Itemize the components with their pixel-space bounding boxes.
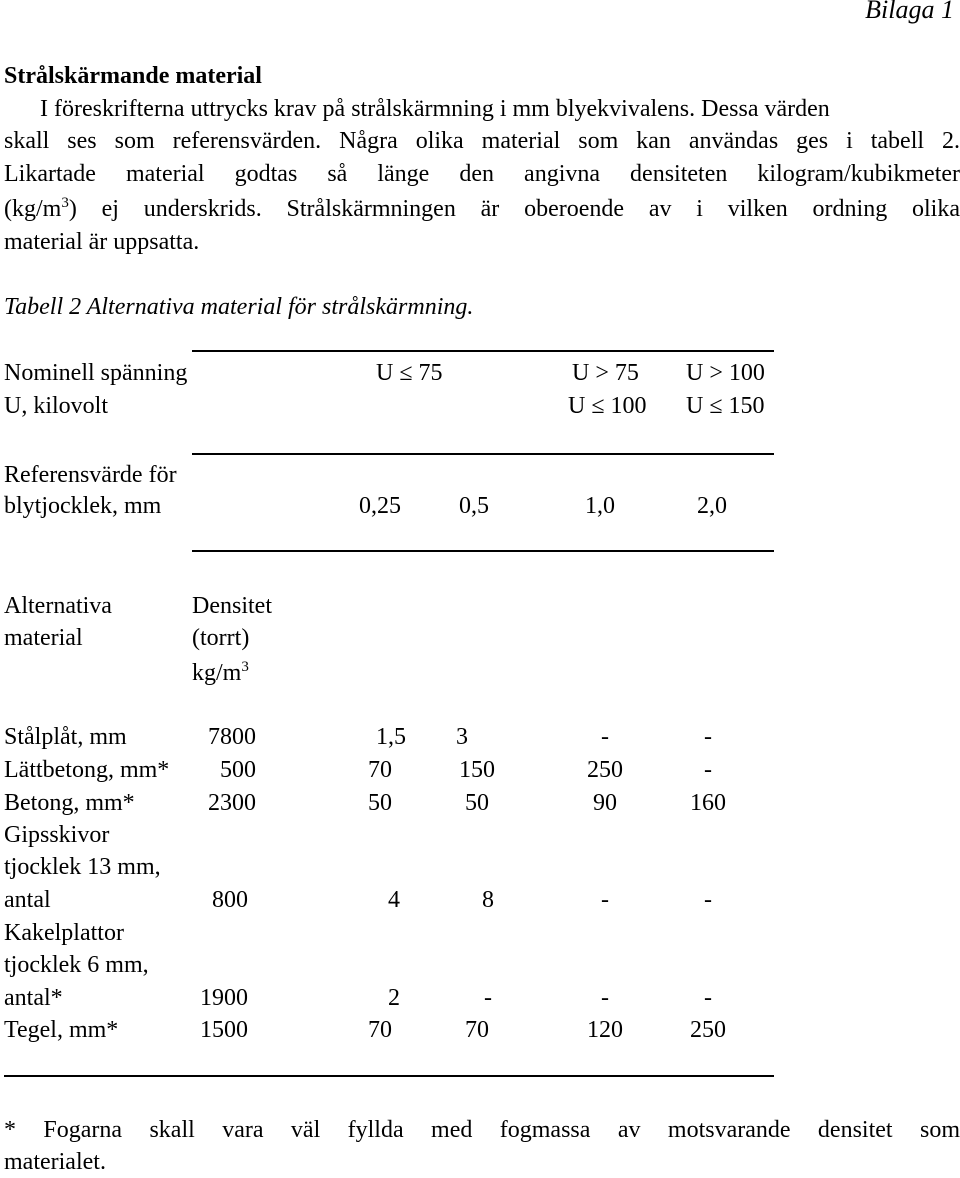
material-header: Alternativa: [4, 593, 112, 619]
density-value: 500: [220, 757, 256, 783]
table-caption: Tabell 2 Alternativa material för strålskärmning.: [4, 294, 474, 320]
thickness-value: 50: [465, 790, 489, 816]
thickness-value: -: [601, 985, 609, 1011]
table-rule: [192, 453, 774, 455]
thickness-value: 70: [368, 757, 392, 783]
thickness-value: 2: [388, 985, 400, 1011]
thickness-value: -: [704, 724, 712, 750]
paragraph-line: I föreskrifterna uttrycks krav på strålskärmning i mm blyekvivalens. Dessa värden: [40, 96, 830, 122]
density-header-2: (torrt): [192, 625, 250, 651]
thickness-value: -: [601, 724, 609, 750]
voltage-label: Nominell spänning: [4, 360, 188, 386]
paragraph-line: $(kg/m^3)$ ej underskrids. Strålskärmningen är oberoende av i vilken ordning olika: [4, 195, 960, 222]
material-name: Lättbetong, mm*: [4, 757, 170, 783]
table-rule: [4, 1075, 774, 1077]
density-value: 1500: [200, 1017, 248, 1043]
table-rule: [192, 350, 774, 352]
reference-unit-label: blytjocklek, mm: [4, 493, 162, 519]
thickness-value: 160: [690, 790, 726, 816]
density-unit: $kg/m^3$: [192, 659, 249, 686]
voltage-col-3-max: U ≤ 150: [686, 393, 765, 419]
thickness-value: 70: [465, 1017, 489, 1043]
reference-value: 1,0: [585, 493, 615, 519]
density-value: 1900: [200, 985, 248, 1011]
material-name: Kakelplattor: [4, 920, 124, 946]
voltage-col-2-min: U > 75: [572, 360, 639, 386]
thickness-value: 4: [388, 887, 400, 913]
thickness-value: 250: [690, 1017, 726, 1043]
thickness-value: 150: [459, 757, 495, 783]
density-value: 2300: [208, 790, 256, 816]
density-value: 7800: [208, 724, 256, 750]
footnote: * Fogarna skall vara väl fyllda med fogmassa av motsvarande densitet som: [4, 1117, 960, 1143]
material-name: tjocklek 6 mm,: [4, 952, 149, 978]
paragraph-line: skall ses som referensvärden. Några olika material som kan användas ges i tabell 2.: [4, 128, 960, 154]
reference-value: 0,5: [459, 493, 489, 519]
thickness-value: 120: [587, 1017, 623, 1043]
thickness-value: 8: [482, 887, 494, 913]
reference-label: Referensvärde för: [4, 462, 177, 488]
material-name: antal*: [4, 985, 63, 1011]
density-header: Densitet: [192, 593, 272, 619]
reference-value: 0,25: [359, 493, 401, 519]
thickness-value: 50: [368, 790, 392, 816]
voltage-unit-label: U, kilovolt: [4, 393, 109, 419]
reference-value: 2,0: [697, 493, 727, 519]
material-name: Tegel, mm*: [4, 1017, 119, 1043]
density-value: 800: [212, 887, 248, 913]
superscript: 3: [241, 659, 249, 675]
thickness-value: 1,5: [376, 724, 406, 750]
thickness-value: 250: [587, 757, 623, 783]
thickness-value: -: [601, 887, 609, 913]
thickness-value: 90: [593, 790, 617, 816]
thickness-value: -: [704, 887, 712, 913]
material-header-2: material: [4, 625, 83, 651]
footnote-line-2: materialet.: [4, 1149, 106, 1175]
voltage-col-3-min: U > 100: [686, 360, 765, 386]
material-name: antal: [4, 887, 51, 913]
appendix-label: Bilaga 1: [865, 0, 954, 24]
paragraph-line: Likartade material godtas så länge den angivna densiteten kilogram/kubikmeter: [4, 161, 960, 187]
thickness-value: 3: [456, 724, 468, 750]
paragraph-line: material är uppsatta.: [4, 229, 200, 255]
thickness-value: -: [704, 757, 712, 783]
material-name: tjocklek 13 mm,: [4, 854, 161, 880]
voltage-col-1: U ≤ 75: [376, 360, 443, 386]
material-name: Stålplåt, mm: [4, 724, 127, 750]
table-rule: [192, 550, 774, 552]
thickness-value: -: [484, 985, 492, 1011]
material-name: Betong, mm*: [4, 790, 135, 816]
material-name: Gipsskivor: [4, 822, 110, 848]
section-title: Strålskärmande material: [4, 63, 262, 89]
superscript: 3: [61, 195, 69, 211]
thickness-value: 70: [368, 1017, 392, 1043]
thickness-value: -: [704, 985, 712, 1011]
voltage-col-2-max: U ≤ 100: [568, 393, 647, 419]
